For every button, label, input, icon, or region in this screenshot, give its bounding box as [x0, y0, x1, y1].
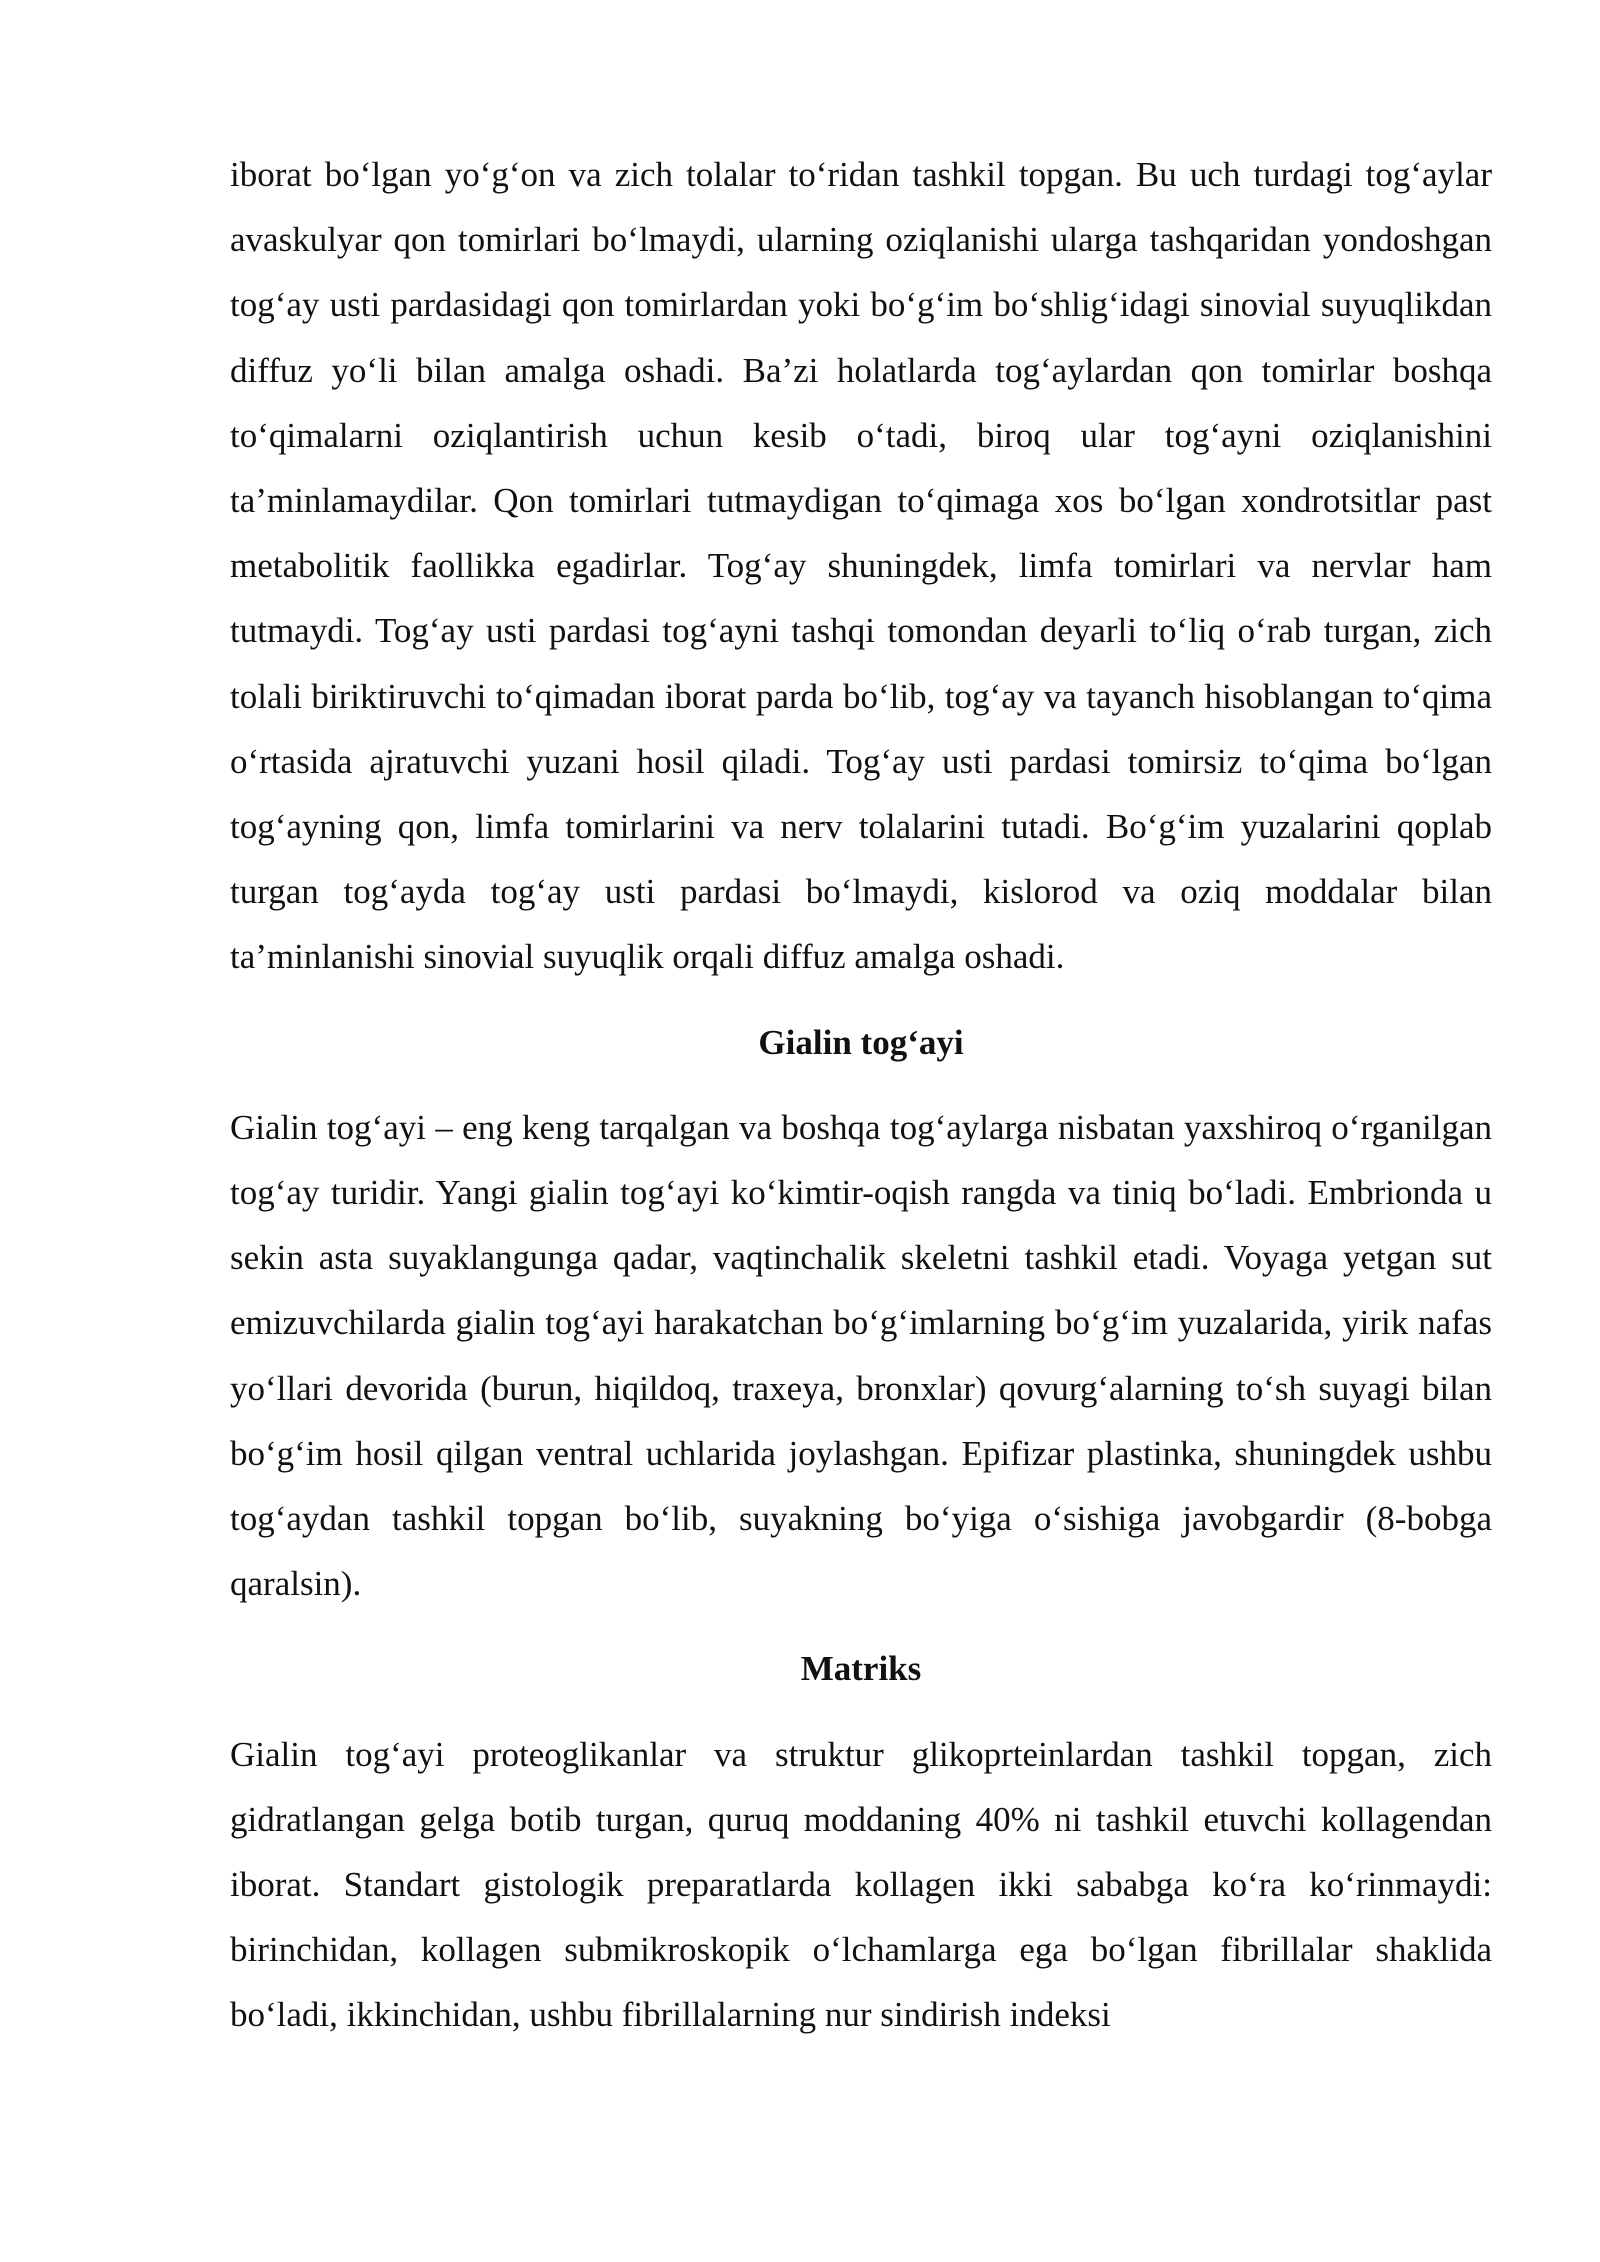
body-paragraph: Gialin tog‘ayi – eng keng tarqalgan va boshqa tog‘aylarga nisbatan yaxshiroq o‘rganilgan tog‘ay turidir. Yangi gialin tog‘ayi ko‘kimtir-oqish rangda va tiniq bo‘ladi. Embrionda u sekin asta suyaklangunga qadar, vaqtinchalik skeletni tashkil etadi. Voyaga yetgan sut emizuvchilarda gialin tog‘ayi harakatchan bo‘g‘imlarning bo‘g‘im yuzalarida, yirik nafas yo‘llari devorida (burun, hiqildoq, traxeya, bronxlar) qovurg‘alarning to‘sh suyagi bilan bo‘g‘im hosil qilgan ventral uchlarida joylashgan. Epifizar plastinka, shuningdek ushbu tog‘aydan tashkil topgan bo‘lib, suyakning bo‘yiga o‘sishiga javobgardir (8-bobga qaralsin). [230, 1107, 1492, 1604]
body-paragraph: iborat bo‘lgan yo‘g‘on va zich tolalar to‘ridan tashkil topgan. Bu uch turdagi tog‘aylar avaskulyar qon tomirlari bo‘lmaydi, ularning oziqlanishi ularga tashqaridan yondoshgan tog‘ay usti pardasidagi qon tomirlardan yoki bo‘g‘im bo‘shlig‘idagi sinovial suyuqlikdan diffuz yo‘li bilan amalga oshadi. Ba’zi holatlarda tog‘aylardan qon tomirlar boshqa to‘qimalarni oziqlantirish uchun kesib o‘tadi, biroq ular tog‘ayni oziqlanishini ta’minlamaydilar. Qon tomirlari tutmaydigan to‘qimaga xos bo‘lgan xondrotsitlar past metabolitik faollikka egadirlar. Tog‘ay shuningdek, limfa tomirlari va nervlar ham tutmaydi. Tog‘ay usti pardasi tog‘ayni tashqi tomondan deyarli to‘liq o‘rab turgan, zich tolali biriktiruvchi to‘qimadan iborat parda bo‘lib, tog‘ay va tayanch hisoblangan to‘qima o‘rtasida ajratuvchi yuzani hosil qiladi. Tog‘ay usti pardasi tomirsiz to‘qima bo‘lgan tog‘ayning qon, limfa tomirlarini va nerv tolalarini tutadi. Bo‘g‘im yuzalarini qoplab turgan tog‘ayda tog‘ay usti pardasi bo‘lmaydi, kislorod va oziq moddalar bilan ta’minlanishi sinovial suyuqlik orqali diffuz amalga oshadi. [230, 155, 1492, 977]
section-heading: Matriks [800, 1649, 922, 1689]
section-heading: Gialin tog‘ayi [758, 1022, 964, 1062]
document-body [230, 142, 1492, 2048]
body-paragraph: Gialin tog‘ayi proteoglikanlar va struktur glikoprteinlardan tashkil topgan, zich gidratlangan gelga botib turgan, quruq moddaning 40% ni tashkil etuvchi kollagendan iborat. Standart gistologik preparatlarda kollagen ikki sababga ko‘ra ko‘rinmaydi: birinchidan, kollagen submikroskopik o‘lchamlarga ega bo‘lgan fibrillalar shaklida bo‘ladi, ikkinchidan, ushbu fibrillalarning nur sindirish indeksi [230, 1734, 1492, 2035]
